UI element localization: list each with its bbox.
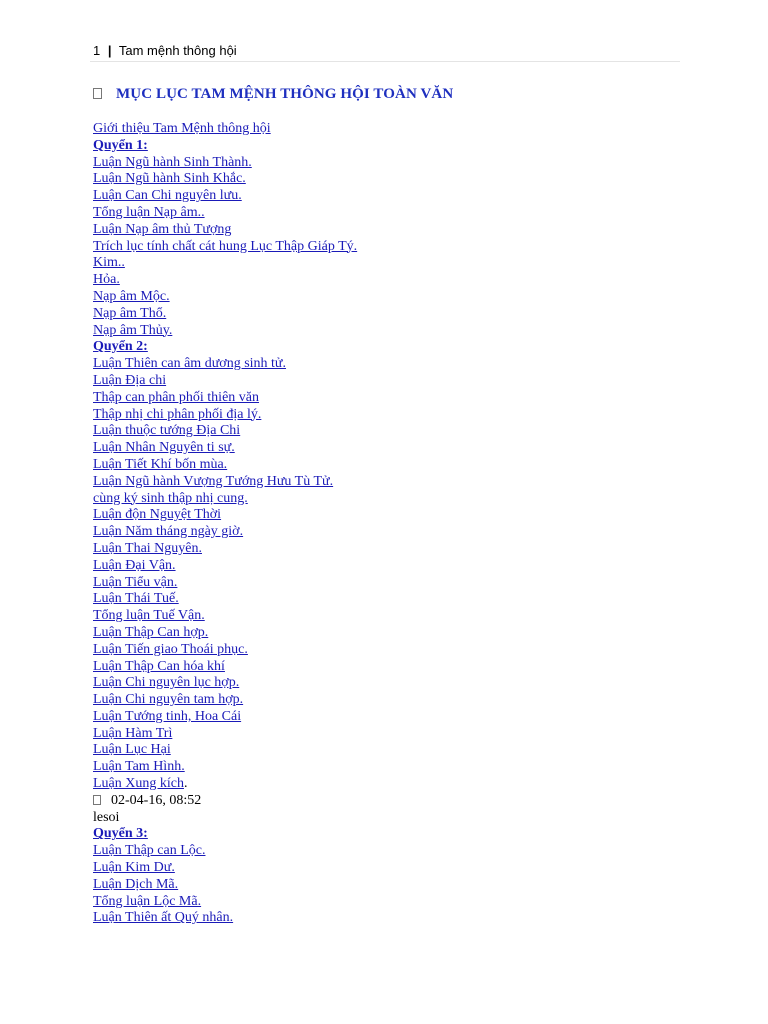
toc-row (93, 356, 357, 373)
toc-row (93, 826, 357, 843)
toc-row (93, 675, 357, 692)
toc-row (93, 306, 357, 323)
toc-link-suffix: . (183, 776, 188, 792)
toc-link[interactable]: Luận Chi nguyên tam hợp. (93, 692, 244, 708)
toc-row (93, 491, 357, 508)
toc-row (93, 205, 357, 222)
author-name: lesoi (93, 809, 120, 825)
toc-row (93, 323, 357, 340)
toc-row (93, 423, 357, 440)
toc-row (93, 440, 357, 457)
toc-row (93, 188, 357, 205)
toc-row (93, 910, 357, 927)
toc-link[interactable]: Luận Thập Can hóa khí (93, 658, 225, 674)
toc-link[interactable]: cùng ký sinh thập nhị cung. (93, 490, 248, 506)
toc-row (93, 843, 357, 860)
toc-link[interactable]: Luận Xung kích (93, 776, 184, 792)
toc-row (93, 877, 357, 894)
toc-row (93, 138, 357, 155)
toc-row (93, 759, 357, 776)
toc-row (93, 659, 357, 676)
toc-row (93, 793, 357, 810)
toc-link[interactable]: Tổng luận Lộc Mã. (93, 893, 202, 909)
missing-glyph-box-icon (93, 88, 102, 99)
toc-row (93, 155, 357, 172)
toc-section-heading[interactable]: Quyển 3: (93, 826, 148, 842)
toc-row (93, 272, 357, 289)
toc-section-heading[interactable]: Quyển 2: (93, 339, 148, 355)
toc-row (93, 558, 357, 575)
toc-row (93, 726, 357, 743)
table-of-contents (93, 121, 357, 927)
toc-row (93, 239, 357, 256)
toc-link[interactable]: Luận Dịch Mã. (93, 876, 179, 892)
toc-link[interactable]: Luận Năm tháng ngày giờ. (93, 524, 244, 540)
toc-row (93, 625, 357, 642)
toc-link[interactable]: Luận thuộc tướng Địa Chi (93, 423, 241, 439)
page-number: 1 (93, 43, 101, 58)
toc-link[interactable]: Luận Đại Vận. (93, 557, 176, 573)
toc-row (93, 810, 357, 827)
toc-row (93, 171, 357, 188)
header-divider (90, 61, 680, 62)
toc-link[interactable]: Luận Thập Can hợp. (93, 624, 209, 640)
document-title (93, 86, 453, 103)
toc-row (93, 474, 357, 491)
toc-row (93, 860, 357, 877)
toc-link[interactable]: Luận Thiên can âm dương sinh tử. (93, 356, 287, 372)
toc-row (93, 339, 357, 356)
toc-row (93, 524, 357, 541)
toc-row (93, 222, 357, 239)
header-separator: | (107, 43, 112, 58)
toc-row (93, 390, 357, 407)
toc-row (93, 289, 357, 306)
toc-link[interactable]: Luận Ngũ hành Vượng Tướng Hưu Tù Tử. (93, 473, 334, 489)
toc-row (93, 692, 357, 709)
toc-link[interactable]: Luận Thiên ất Quý nhân. (93, 910, 234, 926)
toc-link[interactable]: Luận Ngũ hành Sinh Thành. (93, 154, 252, 170)
toc-link[interactable]: Luận Tiểu vận. (93, 574, 178, 590)
toc-link[interactable]: Luận Can Chi nguyên lưu. (93, 188, 242, 204)
toc-link[interactable]: Luận Thái Tuế. (93, 591, 179, 607)
toc-row (93, 642, 357, 659)
toc-row (93, 255, 357, 272)
toc-link[interactable]: Thập nhị chi phân phối địa lý. (93, 406, 262, 422)
toc-link[interactable]: Thập can phân phối thiên văn (93, 389, 260, 405)
toc-row (93, 407, 357, 424)
toc-link[interactable]: Tổng luận Nạp âm.. (93, 204, 205, 220)
toc-link[interactable]: Luận Hàm Trì (93, 725, 173, 741)
toc-row (93, 742, 357, 759)
toc-link[interactable]: Giới thiệu Tam Mệnh thông hội (93, 121, 271, 136)
toc-link[interactable]: Luận Kim Dư. (93, 860, 175, 876)
missing-glyph-box-icon (93, 795, 101, 805)
toc-link[interactable]: Luận Chi nguyên lục hợp. (93, 675, 240, 691)
toc-link[interactable]: Luận Nhân Nguyên ti sự. (93, 440, 235, 456)
toc-link[interactable]: Luận Tướng tinh, Hoa Cái (93, 708, 242, 724)
toc-link[interactable]: Luận Tiết Khí bốn mùa. (93, 456, 228, 472)
header-doc-name: Tam mệnh thông hội (118, 43, 237, 58)
toc-row (93, 608, 357, 625)
toc-link[interactable]: Tổng luận Tuế Vận. (93, 608, 205, 624)
toc-link[interactable]: Nạp âm Mộc. (93, 288, 170, 304)
toc-row (93, 507, 357, 524)
title-text: MỤC LỤC TAM MỆNH THÔNG HỘI TOÀN VĂN (116, 86, 454, 102)
toc-row (93, 575, 357, 592)
toc-link[interactable]: Luận độn Nguyệt Thời (93, 507, 222, 523)
toc-link[interactable]: Trích lục tính chất cát hung Lục Thập Giáp Tý. (93, 238, 358, 254)
toc-row (93, 776, 357, 793)
toc-link[interactable]: Kim.. (93, 255, 125, 271)
toc-link[interactable]: Luận Thập can Lộc. (93, 843, 206, 859)
post-timestamp: 02-04-16, 08:52 (111, 792, 202, 808)
toc-link[interactable]: Luận Nạp âm thủ Tượng (93, 221, 232, 237)
toc-link[interactable]: Luận Ngũ hành Sinh Khắc. (93, 171, 246, 187)
toc-row (93, 457, 357, 474)
toc-row (93, 709, 357, 726)
toc-link[interactable]: Luận Lục Hại (93, 742, 171, 758)
toc-row (93, 591, 357, 608)
toc-link[interactable]: Luận Tam Hình. (93, 759, 185, 775)
toc-link[interactable]: Luận Địa chi (93, 372, 167, 388)
toc-row (93, 121, 357, 138)
toc-link[interactable]: Luận Tiến giao Thoái phục. (93, 641, 248, 657)
toc-row (93, 541, 357, 558)
toc-link[interactable]: Nạp âm Thổ. (93, 305, 167, 321)
toc-section-heading[interactable]: Quyển 1: (93, 137, 148, 153)
toc-link[interactable]: Luận Thai Nguyên. (93, 540, 202, 556)
toc-row (93, 373, 357, 390)
toc-link[interactable]: Hỏa. (93, 272, 120, 288)
toc-link[interactable]: Nạp âm Thủy. (93, 322, 173, 338)
toc-row (93, 894, 357, 911)
page-header (93, 43, 237, 58)
